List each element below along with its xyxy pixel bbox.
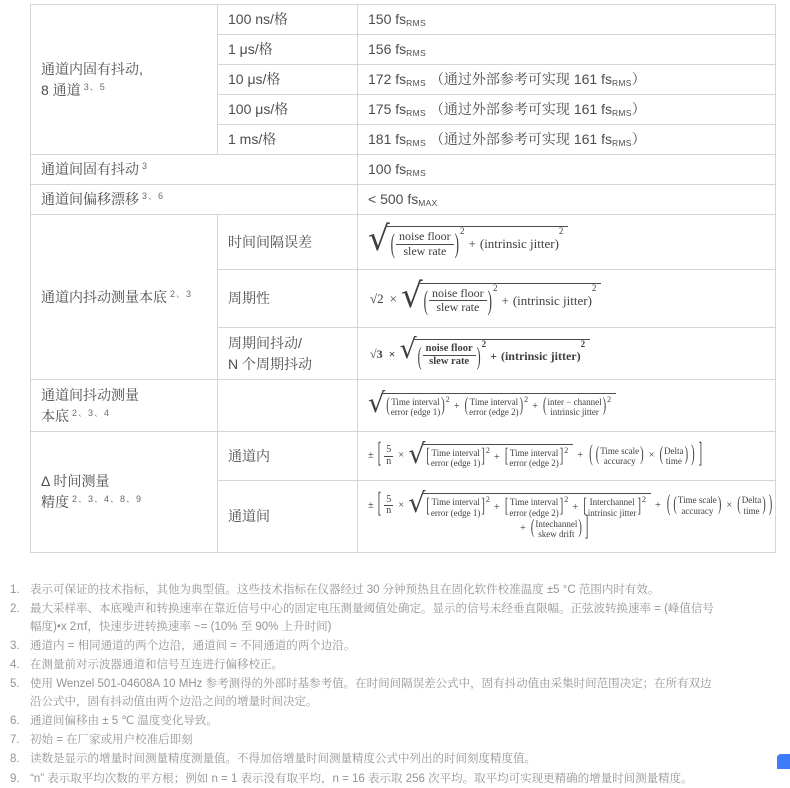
stacked-term: [509, 448, 558, 469]
math-token: +: [654, 499, 661, 511]
cell-timebase: [218, 125, 358, 155]
math-token: noise floor: [429, 287, 487, 301]
math-token: ×: [726, 499, 733, 511]
math-token: ±: [368, 450, 374, 462]
math-token: error (edge 2): [509, 458, 559, 469]
spec-note: [430, 101, 646, 117]
cell-value: [358, 185, 776, 215]
footnote-ref: 3、5: [83, 81, 106, 92]
math-token: [: [504, 447, 509, 469]
math-token: Time scale: [677, 495, 717, 506]
math-token: 2: [485, 495, 490, 505]
footnote-number: 3.: [10, 639, 20, 652]
math-token: Intechannel: [535, 519, 578, 529]
math-token: ]: [559, 447, 564, 469]
table-row: [31, 432, 776, 481]
spec-note: [430, 71, 646, 87]
unit-subscript: RMS: [406, 168, 426, 178]
footnote-item: [10, 732, 720, 749]
cell-timebase: [218, 65, 358, 95]
math-token: 2: [481, 339, 487, 350]
math-token: (intrinsic jitter): [500, 348, 581, 363]
radical-sign: √: [399, 334, 417, 366]
fraction: [423, 343, 476, 368]
spec-note-text: （通过外部参考可实现 161 fs: [429, 101, 612, 117]
measure-type-label-line2: N 个周期抖动: [228, 355, 312, 372]
unit-subscript: RMS: [611, 78, 632, 88]
row-label: 通道内固有抖动,: [41, 60, 143, 77]
math-token: ): [578, 518, 582, 540]
math-token: 2: [493, 282, 498, 293]
timebase-label: 100 μs/格: [228, 101, 289, 117]
unit-subscript: RMS: [611, 138, 632, 148]
math-token: √2: [370, 290, 384, 306]
footnote-item: [10, 582, 720, 599]
cell-skew-drift-label: [31, 185, 358, 215]
formula-line-2: [516, 513, 590, 544]
radical-group: [399, 334, 590, 371]
stacked-term: [588, 497, 637, 518]
cell-measure-type: [218, 481, 358, 553]
math-token: +: [468, 236, 476, 252]
footnote-text: 最大采样率、本底噪声和转换速率在靠近信号中心的固定电压测量阈值处确定。显示的信号未经垂直限幅。正弦波转换速率 = (峰值信号幅度)•x 2πf，快速步进转换速率 ~= (10% 至 90% 上升时间): [30, 603, 714, 633]
math-token: √3: [370, 346, 383, 361]
footnote-number: 4.: [10, 659, 20, 671]
footnote-text: 表示可保证的技术指标，其他为典型值。这些技术指标在仪器经过 30 分钟预热且在固化软件校准温度 ±5 °C 范围内时有效。: [30, 584, 660, 596]
stacked-term: [664, 446, 684, 467]
math-token: 2: [485, 445, 490, 455]
radical-sign: √: [368, 219, 390, 260]
row-label: 通道内抖动测量本底: [41, 288, 167, 305]
math-token: ): [684, 445, 689, 467]
math-token: error (edge 1): [430, 507, 481, 518]
math-token: [: [377, 489, 382, 520]
math-token: 2: [558, 226, 564, 237]
formula-interchannel-floor: [368, 388, 616, 419]
cell-formula-period: [358, 270, 776, 328]
table-row: [31, 5, 776, 35]
radical-sign: √: [408, 438, 426, 470]
footnote-item: [10, 601, 720, 636]
math-token: inter − channel: [547, 397, 602, 407]
spec-note-text: （通过外部参考可实现 161 fs: [429, 71, 612, 87]
math-token: intrinsic jitter: [550, 407, 599, 418]
math-token: 2: [445, 395, 450, 404]
fraction: [429, 287, 487, 315]
math-token: error (edge 1): [430, 458, 481, 469]
math-token: +: [572, 501, 579, 513]
math-token: noise floor: [423, 343, 476, 356]
footnote-item: [10, 638, 720, 655]
unit-subscript: RMS: [406, 108, 426, 118]
cell-formula-cycle: [358, 328, 776, 380]
math-token: error (edge 2): [509, 507, 559, 518]
math-token: 2: [591, 282, 597, 293]
math-token: +: [493, 501, 500, 513]
spec-note-close: ）: [631, 71, 646, 87]
math-token: 2: [564, 495, 569, 505]
footnote-text: 在测量前对示波器通道和信号互连进行偏移校正。: [30, 659, 283, 671]
footnote-number: 9.: [10, 772, 20, 785]
radical-group: [408, 488, 651, 520]
timebase-label: 10 μs/格: [228, 71, 281, 87]
unit-subscript: RMS: [611, 108, 632, 118]
formula-interchannel-accuracy: [368, 488, 773, 544]
math-token: ×: [389, 290, 397, 306]
math-token: ): [602, 396, 607, 418]
footnote-item: [10, 751, 720, 768]
math-token: 2: [460, 226, 465, 237]
row-label: 通道间固有抖动: [41, 161, 139, 177]
math-token: +: [577, 450, 584, 462]
cell-measure-type: [218, 432, 358, 481]
math-token: ]: [698, 440, 703, 471]
math-token: Time interval: [431, 447, 480, 458]
math-token: ): [640, 445, 644, 467]
math-token: ×: [398, 450, 405, 462]
math-token: 5: [386, 493, 392, 505]
math-token: ×: [388, 346, 396, 361]
cell-formula-interchannel-floor: [358, 380, 776, 432]
table-row: [31, 380, 776, 432]
measure-type-label: 周期性: [228, 290, 270, 306]
stacked-term: [469, 397, 518, 418]
radical-sign: √: [408, 488, 426, 520]
math-token: ]: [559, 496, 564, 518]
footnote-text: 使用 Wenzel 501-04608A 10 MHz 参考测得的外部时基参考值。在时间间隔误差公式中，固有抖动值由采集时间范围决定；在所有双边沿公式中，固有抖动值由两个边沿之间的增量时间决定。: [30, 678, 712, 708]
stacked-term: [431, 497, 480, 518]
stacked-term: [600, 446, 639, 467]
math-token: [: [426, 447, 430, 469]
stacked-term: [678, 495, 717, 516]
cell-measure-type: [218, 328, 358, 380]
math-token: ): [717, 494, 722, 516]
row-label-line2: 8 通道: [41, 81, 81, 98]
formula-line-1: [368, 488, 774, 520]
math-token: (: [595, 445, 600, 467]
spec-value: 172 fs: [368, 71, 407, 87]
math-token: [: [583, 496, 587, 518]
math-token: (: [543, 396, 547, 418]
footnote-text: 通道内 = 相同通道的两个边沿，通道间 = 不同通道的两个边沿。: [30, 639, 356, 652]
math-token: (intrinsic jitter): [479, 236, 559, 252]
cell-value: [358, 35, 776, 65]
spec-value: < 500 fs: [368, 191, 419, 207]
table-row: [31, 215, 776, 270]
math-token: 2: [580, 339, 586, 350]
timebase-label: 1 ms/格: [228, 131, 277, 147]
cell-timebase: [218, 35, 358, 65]
jitter-spec-table: [30, 4, 776, 553]
math-token: +: [501, 292, 509, 308]
math-token: error (edge 2): [469, 407, 519, 418]
footnote-item: [10, 676, 720, 711]
footnote-ref: 2、3、4: [72, 407, 111, 418]
math-token: (: [659, 445, 664, 467]
fraction: [383, 495, 394, 517]
radical-group: [368, 388, 616, 419]
table-row: [31, 155, 776, 185]
math-token: accuracy: [681, 505, 714, 516]
math-token: noise floor: [396, 230, 454, 244]
stacked-term: [742, 495, 762, 516]
math-token: ]: [481, 447, 485, 469]
measure-type-label: 通道间: [228, 508, 270, 524]
cell-formula-tie: [358, 215, 776, 270]
math-token: [: [504, 496, 509, 518]
spec-note-close: ）: [631, 101, 646, 117]
radical-group: [368, 219, 568, 260]
math-token: [: [377, 440, 382, 471]
math-token: 2: [607, 395, 612, 404]
math-token: (: [737, 494, 741, 516]
unit-subscript: RMS: [406, 48, 426, 58]
stacked-term: [548, 397, 602, 418]
cell-delta-time-label: [31, 432, 218, 553]
row-label-line2: 精度: [41, 494, 69, 510]
datasheet-page: [0, 4, 790, 785]
unit-subscript: RMS: [406, 78, 426, 88]
math-token: 5: [386, 444, 392, 456]
cell-formula-interchannel-accuracy: [358, 481, 776, 553]
cell-value: [358, 5, 776, 35]
cell-measure-type: [218, 215, 358, 270]
math-token: ): [487, 284, 492, 316]
unit-subscript: RMS: [406, 138, 426, 148]
math-token: (: [589, 443, 593, 468]
math-token: (intrinsic jitter): [512, 292, 592, 308]
spec-value: 156 fs: [368, 41, 407, 57]
math-token: Time interval: [509, 497, 559, 508]
footnote-text: 初始 = 在厂家或用户校准后即刻: [30, 734, 193, 746]
footnote-item: [10, 771, 720, 788]
radical-group: [400, 275, 601, 316]
stacked-term: [535, 519, 577, 540]
math-token: ): [691, 443, 695, 468]
fraction: [396, 230, 454, 258]
timebase-label: 100 ns/格: [228, 11, 288, 27]
fraction: [383, 445, 394, 467]
cell-inter-jitter-label: [31, 155, 358, 185]
spec-note-close: ）: [631, 131, 646, 147]
footnote-ref: 3、6: [142, 191, 165, 201]
footnote-number: 2.: [10, 603, 20, 616]
cell-measure-type: [218, 270, 358, 328]
math-token: ): [762, 494, 766, 516]
formula-periodic: [368, 275, 601, 316]
math-token: Time interval: [391, 397, 440, 407]
radicand: [420, 283, 602, 315]
formula-cycle-jitter: [368, 334, 590, 371]
cell-timebase: [218, 95, 358, 125]
math-token: 2: [524, 395, 529, 404]
math-token: time: [743, 505, 760, 516]
math-token: slew rate: [436, 300, 480, 314]
footnote-number: 8.: [10, 753, 20, 766]
cutoff-blue-button[interactable]: [777, 754, 790, 769]
math-token: ): [441, 396, 445, 418]
radicand: [387, 226, 569, 258]
formula-time-interval-error: [368, 219, 568, 260]
unit-subscript: RMS: [406, 18, 426, 28]
footnote-text: 读数是显示的增量时间测量精度测量值。不得加倍增量时间测量精度公式中列出的时间刻度精度值。: [30, 753, 536, 766]
footnote-ref: 2、3: [170, 288, 193, 299]
stacked-term: [431, 448, 480, 469]
math-token: (: [530, 518, 535, 540]
math-token: +: [532, 401, 539, 413]
measure-type-label: 通道内: [228, 447, 270, 464]
radicand: [422, 444, 573, 469]
spec-note-text: （通过外部参考可实现 161 fs: [429, 131, 612, 147]
footnote-number: 6.: [10, 714, 20, 727]
cell-timebase: [218, 5, 358, 35]
measure-type-label: 时间间隔误差: [228, 233, 312, 250]
math-token: Time interval: [431, 497, 480, 508]
row-label-line2: 本底: [41, 407, 69, 424]
cell-value: [358, 95, 776, 125]
spec-value: 181 fs: [368, 131, 407, 147]
cell-formula-intrachannel-accuracy: [358, 432, 776, 481]
radical-sign: √: [368, 388, 386, 419]
math-token: (: [673, 494, 677, 516]
math-token: time: [665, 456, 682, 467]
math-token: 2: [641, 495, 646, 505]
radical-group: [408, 438, 573, 470]
radicand: [422, 493, 651, 518]
radicand: [414, 339, 590, 371]
cell-intra-jitter-label: [31, 5, 218, 155]
footnote-text: “n” 表示取平均次数的平方根；例如 n = 1 表示没有取平均，n = 16 表示取 256 次平均。取平均可实现更精确的增量时间测量精度。: [30, 772, 693, 785]
row-label: Δ 时间测量: [41, 473, 110, 489]
math-token: n: [386, 455, 392, 467]
cell-value: [358, 125, 776, 155]
footnote-text: 通道间偏移由 ± 5 ℃ 温度变化导致。: [30, 714, 218, 727]
footnote-item: [10, 713, 720, 730]
footnote-number: 7.: [10, 734, 20, 746]
radicand: [382, 393, 616, 418]
radical-sign: √: [400, 275, 423, 316]
math-token: (: [464, 396, 469, 418]
math-token: ×: [398, 499, 405, 511]
spec-note: [430, 131, 646, 147]
math-token: ): [768, 492, 773, 517]
math-token: ]: [637, 496, 641, 518]
stacked-term: [391, 397, 440, 418]
math-token: slew rate: [403, 243, 447, 258]
math-token: error (edge 1): [390, 407, 441, 418]
math-token: (: [423, 284, 428, 316]
math-token: ): [454, 227, 460, 260]
spec-value: 150 fs: [368, 11, 407, 27]
math-token: Delta: [664, 445, 684, 456]
unit-subscript: MAX: [418, 198, 438, 208]
math-token: ]: [584, 513, 589, 544]
measure-type-label: 周期间抖动/: [228, 334, 302, 351]
math-token: (: [390, 227, 396, 260]
math-token: Time interval: [469, 397, 519, 407]
cell-inter-floor-label: [31, 380, 218, 432]
row-label: 通道间偏移漂移: [41, 191, 139, 207]
cell-value: [358, 155, 776, 185]
math-token: Delta: [741, 495, 762, 506]
footnote-number: 1.: [10, 584, 20, 596]
math-token: ): [476, 340, 481, 371]
cell-intra-floor-label: [31, 215, 218, 380]
math-token: ): [519, 396, 524, 418]
cell-empty: [218, 380, 358, 432]
spec-value: 175 fs: [368, 101, 407, 117]
math-token: 2: [564, 445, 569, 455]
table-row: [31, 185, 776, 215]
math-token: n: [386, 505, 392, 517]
math-token: +: [520, 523, 526, 535]
footnotes-section: [10, 582, 720, 788]
footnote-ref: 2、3、4、8、9: [72, 494, 143, 504]
math-token: slew rate: [429, 356, 470, 367]
footnote-number: 5.: [10, 678, 20, 691]
math-token: (: [386, 396, 390, 418]
footnote-item: [10, 657, 720, 674]
math-token: intrinsic jitter: [587, 507, 637, 518]
math-token: Interchannel: [589, 497, 635, 508]
footnote-ref: 3: [142, 161, 149, 171]
math-token: (: [666, 492, 671, 517]
formula-intrachannel-accuracy: [368, 438, 704, 471]
math-token: +: [490, 348, 497, 363]
math-token: +: [493, 452, 500, 464]
spec-value: 100 fs: [368, 161, 407, 177]
math-token: ±: [368, 499, 374, 511]
row-label: 通道间抖动测量: [41, 386, 139, 403]
math-token: accuracy: [603, 456, 636, 467]
math-token: Time scale: [600, 445, 640, 456]
math-token: Time interval: [509, 447, 559, 458]
math-token: +: [453, 401, 460, 413]
timebase-label: 1 μs/格: [228, 41, 273, 57]
math-token: ×: [648, 450, 655, 462]
math-token: skew drift: [538, 529, 575, 540]
math-token: [: [426, 496, 430, 518]
math-token: ]: [481, 496, 485, 518]
math-token: (: [417, 340, 422, 371]
cell-value: [358, 65, 776, 95]
